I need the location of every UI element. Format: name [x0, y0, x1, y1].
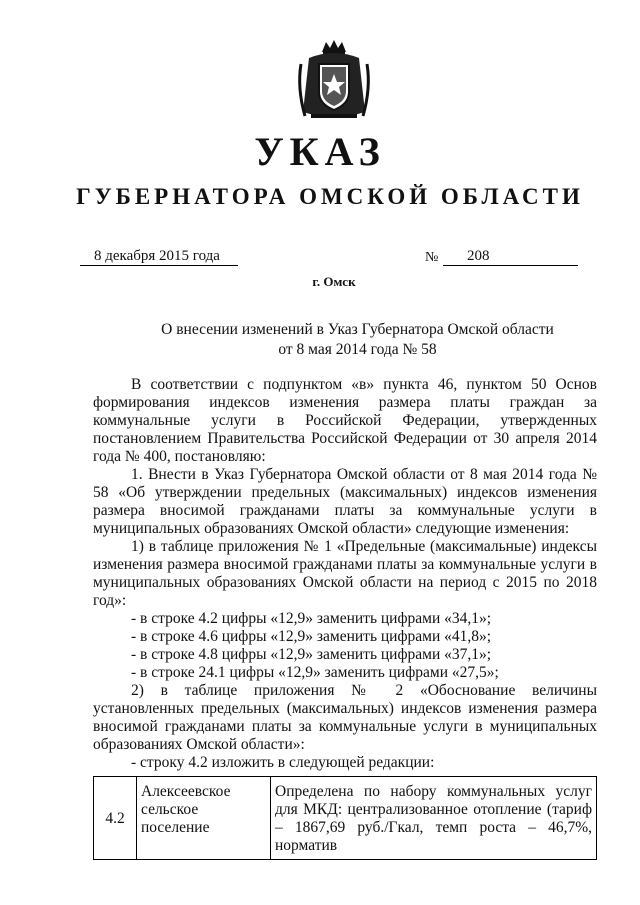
description-cell: Определена по набору коммунальных услуг для МКД: централизованное отопление (тариф – 1867,69 руб./Гкал, темп роста – 46,7%, норматив: [271, 777, 597, 860]
coat-of-arms-icon: [295, 38, 373, 122]
settlement-cell: Алексеевское сельское поселение: [137, 777, 271, 860]
number-label: №: [425, 250, 439, 265]
paragraph-item-1: 1. Внести в Указ Губернатора Омской области от 8 мая 2014 года № 58 «Об утверждении предельных (максимальных) индексов изменения размера вносимой гражданами платы за коммунальные услуги в муниципальных образованиях Омской области» следующие изменения:: [93, 466, 597, 537]
subject-line-1: О внесении изменений в Указ Губернатора Омской области: [161, 321, 554, 338]
table-row: [94, 777, 597, 860]
change-line-4-2: - в строке 4.2 цифры «12,9» заменить цифрами «34,1»;: [131, 610, 492, 627]
change-line-4-8: - в строке 4.8 цифры «12,9» заменить цифрами «37,1»;: [131, 646, 492, 663]
document-subtitle: ГУБЕРНАТОРА ОМСКОЙ ОБЛАСТИ: [76, 184, 584, 209]
change-line-4-6: - в строке 4.6 цифры «12,9» заменить цифрами «41,8»;: [131, 628, 492, 645]
paragraph-preamble: В соответствии с подпунктом «в» пункта 46, пунктом 50 Основ формирования индексов изменения размера платы граждан за коммунальные услуги в Российской Федерации, утвержденных постановлением Правительства Российской Федерации от 30 апреля 2014 года № 400, постановляю:: [93, 376, 597, 465]
amendment-table: [93, 776, 597, 860]
subject-line-2: от 8 мая 2014 года № 58: [278, 341, 437, 358]
change-line-table-2: - строку 4.2 изложить в следующей редакции:: [131, 754, 435, 771]
row-number-cell: 4.2: [94, 777, 137, 860]
document-title: УКАЗ: [254, 129, 386, 174]
document-body: [93, 376, 597, 772]
paragraph-subitem-2: 2) в таблице приложения № 2 «Обоснование величины установленных предельных (максимальных) индексов изменения размера вносимой гражданами платы за коммунальные услуги в муниципальных образованиях Омской области»:: [93, 682, 597, 753]
document-city: г. Омск: [312, 274, 356, 289]
document-date: 8 декабря 2015 года: [80, 248, 238, 266]
paragraph-subitem-1: 1) в таблице приложения № 1 «Предельные (максимальные) индексы изменения размера вносимой гражданами платы за коммунальные услуги в муниципальных образованиях Омской области на период с 2015 по 2018 год»:: [93, 538, 597, 609]
change-line-24-1: - в строке 24.1 цифры «12,9» заменить цифрами «27,5»;: [131, 664, 499, 681]
document-number: 208: [443, 248, 578, 266]
document-subject: [0, 320, 640, 360]
